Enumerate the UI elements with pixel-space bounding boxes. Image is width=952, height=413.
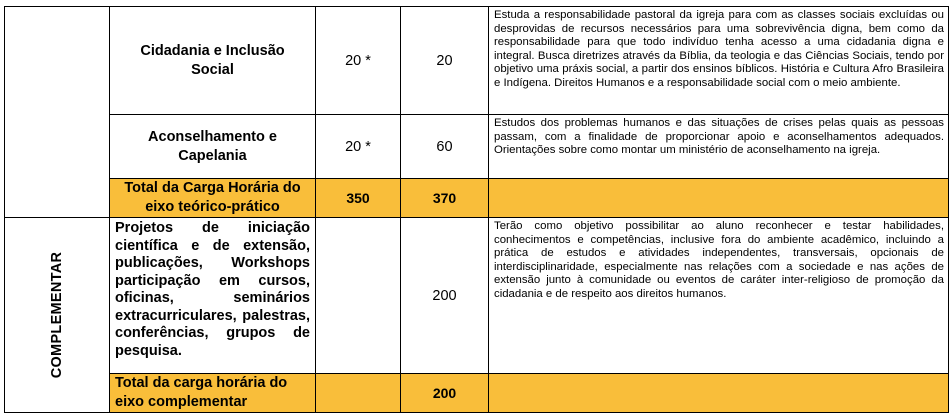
table-row <box>5 7 949 115</box>
discipline-name: Cidadania e Inclusão Social <box>110 7 316 115</box>
total-col-a: 350 <box>316 179 401 218</box>
total-label: Total da Carga Horária do eixo teórico-prático <box>110 179 316 218</box>
table-row <box>5 218 949 374</box>
axis-cell-teorico <box>5 7 110 218</box>
hours-col-b: 200 <box>401 218 489 374</box>
discipline-name: Projetos de iniciação científica e de extensão, publicações, Workshops participação em cursos, oficinas, seminários extracurriculares, palestras, conferências, grupos de pesquisa. <box>110 218 316 374</box>
total-col-b: 370 <box>401 179 489 218</box>
table-row <box>5 115 949 179</box>
discipline-description: Estudos dos problemas humanos e das situações de crises pelas quais as pessoas passam, com a finalidade de proporcionar apoio e aconselhamentos adequados. Orientações sobre como montar um ministério de aconselhamento na igreja. <box>489 115 949 179</box>
hours-col-a: 20 * <box>316 7 401 115</box>
total-label: Total da carga horária do eixo complementar <box>110 374 316 413</box>
hours-col-a <box>316 218 401 374</box>
hours-col-b: 20 <box>401 7 489 115</box>
total-description-empty <box>489 179 949 218</box>
curriculum-table <box>4 6 949 413</box>
total-row-teorico <box>5 179 949 218</box>
discipline-description: Terão como objetivo possibilitar ao aluno reconhecer e testar habilidades, conhecimentos e competências, inclusive fora do ambiente acadêmico, incluindo a prática de estudos e atividades independentes, transversais, opcionais de interdisciplinaridade, especialmente nas relações com a sociedade e nas ações de extensão junto à comunidade ou eventos de caráter inter-religioso de promoção da cidadania e de respeito aos direitos humanos. <box>489 218 949 374</box>
discipline-name: Aconselhamento e Capelania <box>110 115 316 179</box>
hours-col-a: 20 * <box>316 115 401 179</box>
total-col-b: 200 <box>401 374 489 413</box>
discipline-description: Estuda a responsabilidade pastoral da igreja para com as classes sociais excluídas ou desprovidas de recursos necessários para uma sobrevivência digna, bem como da responsabilidade para que todo indivíduo tenha acesso a uma cidadania digna e integral. Busca diretrizes através da Bíblia, da teologia e das Ciências Sociais, tendo por objetivo uma práxis social, a partir dos ensinos bíblicos. História e Cultura Afro Brasileira e Indígena. Direitos Humanos e a responsabilidade social com o meio ambiente. <box>489 7 949 115</box>
axis-label-complementar: COMPLEMENTAR <box>49 251 65 379</box>
hours-col-b: 60 <box>401 115 489 179</box>
axis-cell-complementar <box>5 218 110 413</box>
